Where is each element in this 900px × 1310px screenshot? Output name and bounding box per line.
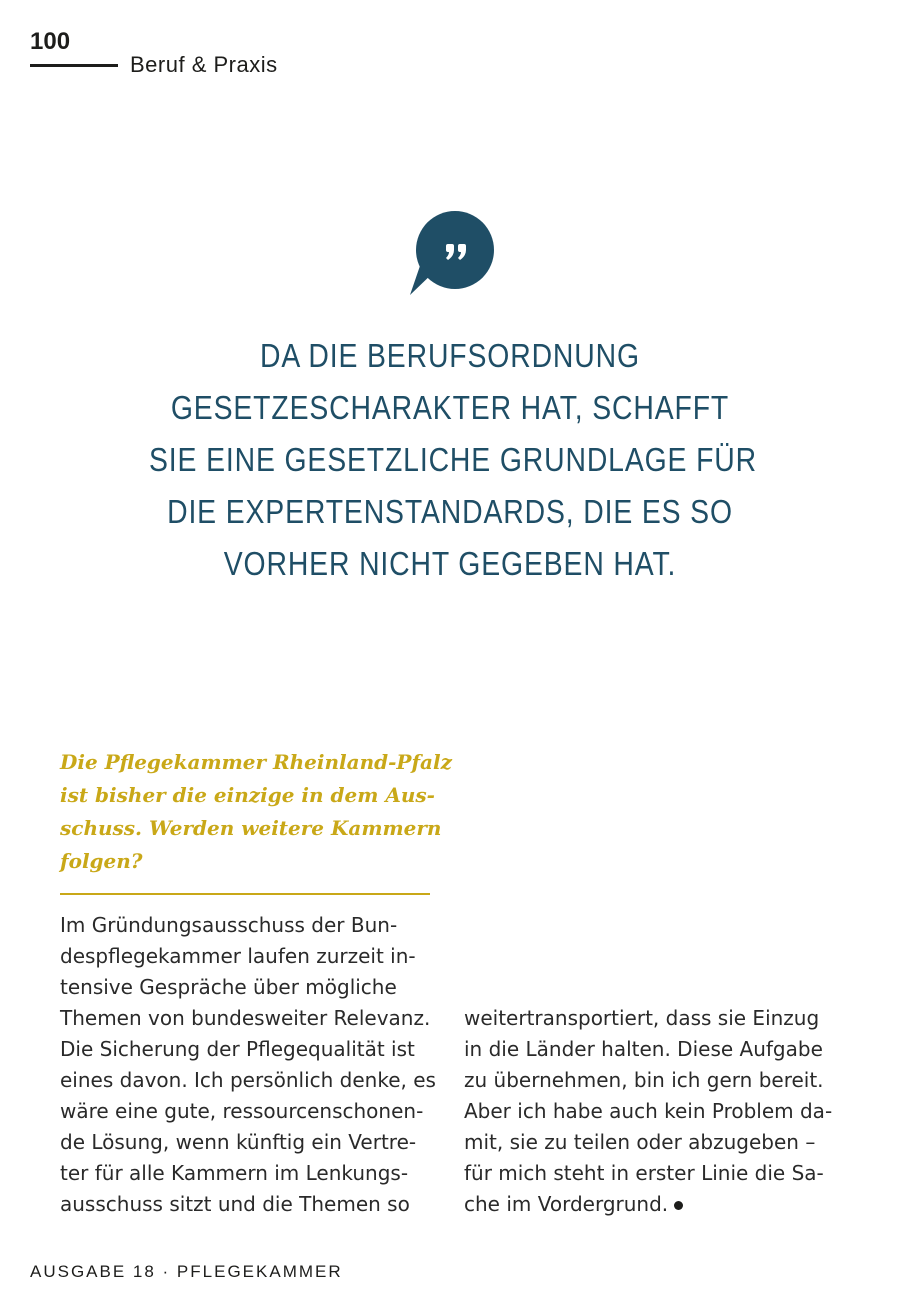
answer-line: ter für alle Kammern im Lenkungs- <box>60 1161 409 1185</box>
question-line: Die Pflegekammer Rheinland-Pfalz <box>60 750 452 774</box>
pullquote-line: VORHER NICHT GEGEBEN HAT. <box>223 545 677 582</box>
pullquote-line: SIE EINE GESETZLICHE GRUNDLAGE FÜR <box>149 441 757 478</box>
answer-line: mit, sie zu teilen oder abzugeben – <box>464 1130 816 1154</box>
footer-issue: AUSGABE 18 · PFLEGEKAMMER <box>30 1262 343 1281</box>
answer-line: despflegekammer laufen zurzeit in- <box>60 944 416 968</box>
question-line: ist bisher die einzige in dem Aus- <box>60 783 435 807</box>
pullquote-line: GESETZESCHARAKTER HAT, SCHAFFT <box>170 389 730 426</box>
pullquote <box>149 330 757 590</box>
page-number: 100 <box>30 28 71 55</box>
header-rule <box>30 64 118 67</box>
question-line: folgen? <box>60 849 143 873</box>
answer-column-left <box>60 910 438 1220</box>
answer-line: de Lösung, wenn künftig ein Vertre- <box>60 1130 417 1154</box>
interview-question <box>60 746 452 878</box>
answer-line: Die Sicherung der Pflegequalität ist <box>60 1037 415 1061</box>
answer-line: ausschuss sitzt und die Themen so <box>60 1192 410 1216</box>
answer-line-last <box>464 1189 842 1220</box>
answer-line: in die Länder halten. Diese Aufgabe <box>464 1037 823 1061</box>
question-line: schuss. Werden weitere Kammern <box>60 816 442 840</box>
end-mark-icon <box>674 1201 683 1210</box>
answer-line: weitertransportiert, dass sie Einzug <box>464 1006 820 1030</box>
answer-line: Aber ich habe auch kein Problem da- <box>464 1099 833 1123</box>
answer-line-text: che im Vordergrund. <box>464 1192 669 1216</box>
answer-line: tensive Gespräche über mögliche <box>60 975 397 999</box>
question-divider <box>60 893 430 895</box>
answer-column-right <box>464 1003 842 1220</box>
pullquote-line: DA DIE BERUFSORDNUNG <box>260 337 640 374</box>
pullquote-line: DIE EXPERTENSTANDARDS, DIE ES SO <box>167 493 733 530</box>
answer-line: Im Gründungsausschuss der Bun- <box>60 913 398 937</box>
answer-line: eines davon. Ich persönlich denke, es <box>60 1068 436 1092</box>
section-title: Beruf & Praxis <box>130 52 278 77</box>
answer-line: zu übernehmen, bin ich gern bereit. <box>464 1068 824 1092</box>
speech-bubble-quote-icon <box>408 210 498 300</box>
answer-line: für mich steht in erster Linie die Sa- <box>464 1161 824 1185</box>
answer-line: wäre eine gute, ressourcenschonen- <box>60 1099 424 1123</box>
answer-line: Themen von bundesweiter Relevanz. <box>60 1006 431 1030</box>
